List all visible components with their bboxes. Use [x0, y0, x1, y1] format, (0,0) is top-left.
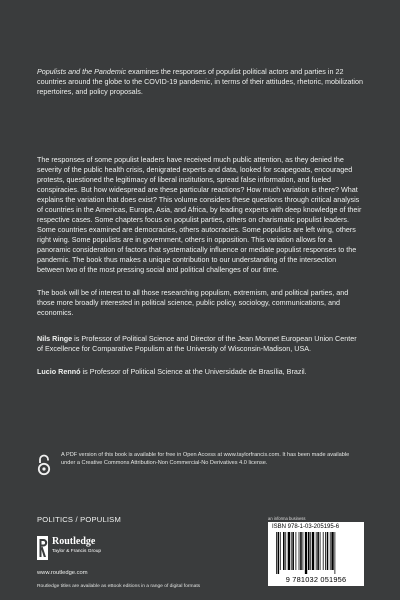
- barcode-bar: [276, 532, 277, 574]
- blurb-body: The responses of some populist leaders have received much public attention, as they denied the severity of the public health crisis, denigrated experts and data, looked for scapegoats, encouraged protests, questioned the legitimacy of liberal institutions, spread false information, and fueled conspiracies. But how widespread are these particular reactions? How much variation is there? What explains the variation that does exist? This volume considers these questions through critical analysis of countries in the Americas, Europe, Asia, and Africa, by leading experts with deep knowledge of their respective cases. Some chapters focus on populist parties, others on charismatic populist leaders. Some countries examined are democracies, others autocracies. Some populists are left wing, others right wing. Some populists are in government, others in opposition. This variation allows for a panoramic consideration of factors that systematically influence or mediate populist responses to the pandemic. The book thus makes a unique contribution to our understanding of the intersection between two of the most pressing social and political challenges of our time.: [37, 155, 362, 274]
- editor-bio-text-1: is Professor of Political Science and Director of the Jean Monnet European Union Center of Excellence for Comparative Populism at the University of Wisconsin-Madison, USA.: [37, 334, 357, 353]
- blurb-audience: The book will be of interest to all those researching populism, extremism, and political parties, and those more broadly interested in political science, public policy, sociology, communications, and economics.: [37, 288, 349, 317]
- barcode-bar: [323, 532, 324, 570]
- barcode-bar: [288, 532, 290, 570]
- barcode-bar: [292, 532, 294, 570]
- publisher-website: www.routledge.com: [37, 570, 88, 576]
- editor-bio-text-2: is Professor of Political Science at the Universidade de Brasília, Brazil.: [80, 367, 307, 376]
- barcode-bar: [278, 532, 280, 574]
- barcode-bar: [299, 532, 300, 570]
- barcode-bar: [327, 532, 329, 570]
- editor-bio-2: [37, 367, 363, 377]
- barcode-bar: [280, 532, 281, 570]
- barcode-bar: [296, 532, 297, 570]
- barcode-section: [268, 516, 364, 586]
- blurb-intro: [37, 67, 363, 97]
- barcode-bar: [320, 532, 321, 570]
- book-title: Populists and the Pandemic: [37, 67, 127, 76]
- publisher-name: Routledge: [52, 536, 96, 547]
- ebook-note: Routledge titles are available as eBook editions in a range of digital formats: [37, 584, 201, 589]
- barcode-bar: [330, 532, 331, 570]
- barcode-bar: [312, 532, 314, 570]
- barcode-bar: [283, 532, 285, 570]
- barcode-bar: [310, 532, 311, 570]
- barcode-bar: [331, 532, 333, 570]
- informa-label: an informa business: [268, 516, 306, 521]
- barcode-bar: [305, 532, 307, 574]
- barcode-bar: [291, 532, 292, 570]
- blurb-intro-text: examines the responses of populist political actors and parties in 22 countries around the globe to the COVID-19 pandemic, in terms of their attitudes, rhetoric, mobilization repertoires, and policy proposals.: [37, 67, 363, 96]
- barcode-bar: [335, 532, 336, 574]
- barcode-bar: [303, 532, 304, 570]
- barcode-bar: [317, 532, 319, 570]
- subject-category: POLITICS / POPULISM: [37, 515, 121, 524]
- barcode-bar: [316, 532, 317, 570]
- publisher-logo: [37, 536, 127, 564]
- barcode-bar: [308, 532, 310, 570]
- open-access-text: A PDF version of this book is available for free in Open Access at www.taylorfrancis.com. It has been made available under a Creative Commons Attribution-Non Commercial-No Derivatives 4.0 license.: [61, 452, 350, 466]
- barcode-bar: [285, 532, 286, 570]
- barcode-image: [276, 532, 362, 574]
- routledge-logo-icon: [37, 536, 48, 560]
- barcode-bar: [300, 532, 302, 570]
- isbn-label: ISBN 978-1-03-205195-6: [272, 524, 340, 530]
- publisher-group: Taylor & Francis Group: [52, 549, 102, 554]
- editor-name-2: Lucio Rennó: [37, 367, 81, 376]
- barcode-box: [268, 522, 364, 586]
- barcode-digits: 9 781032 051956: [285, 575, 347, 584]
- open-access-icon: [37, 454, 51, 476]
- editor-bio-1: [37, 334, 363, 354]
- barcode-bar: [325, 532, 326, 570]
- editor-name-1: Nils Ringe: [37, 334, 73, 343]
